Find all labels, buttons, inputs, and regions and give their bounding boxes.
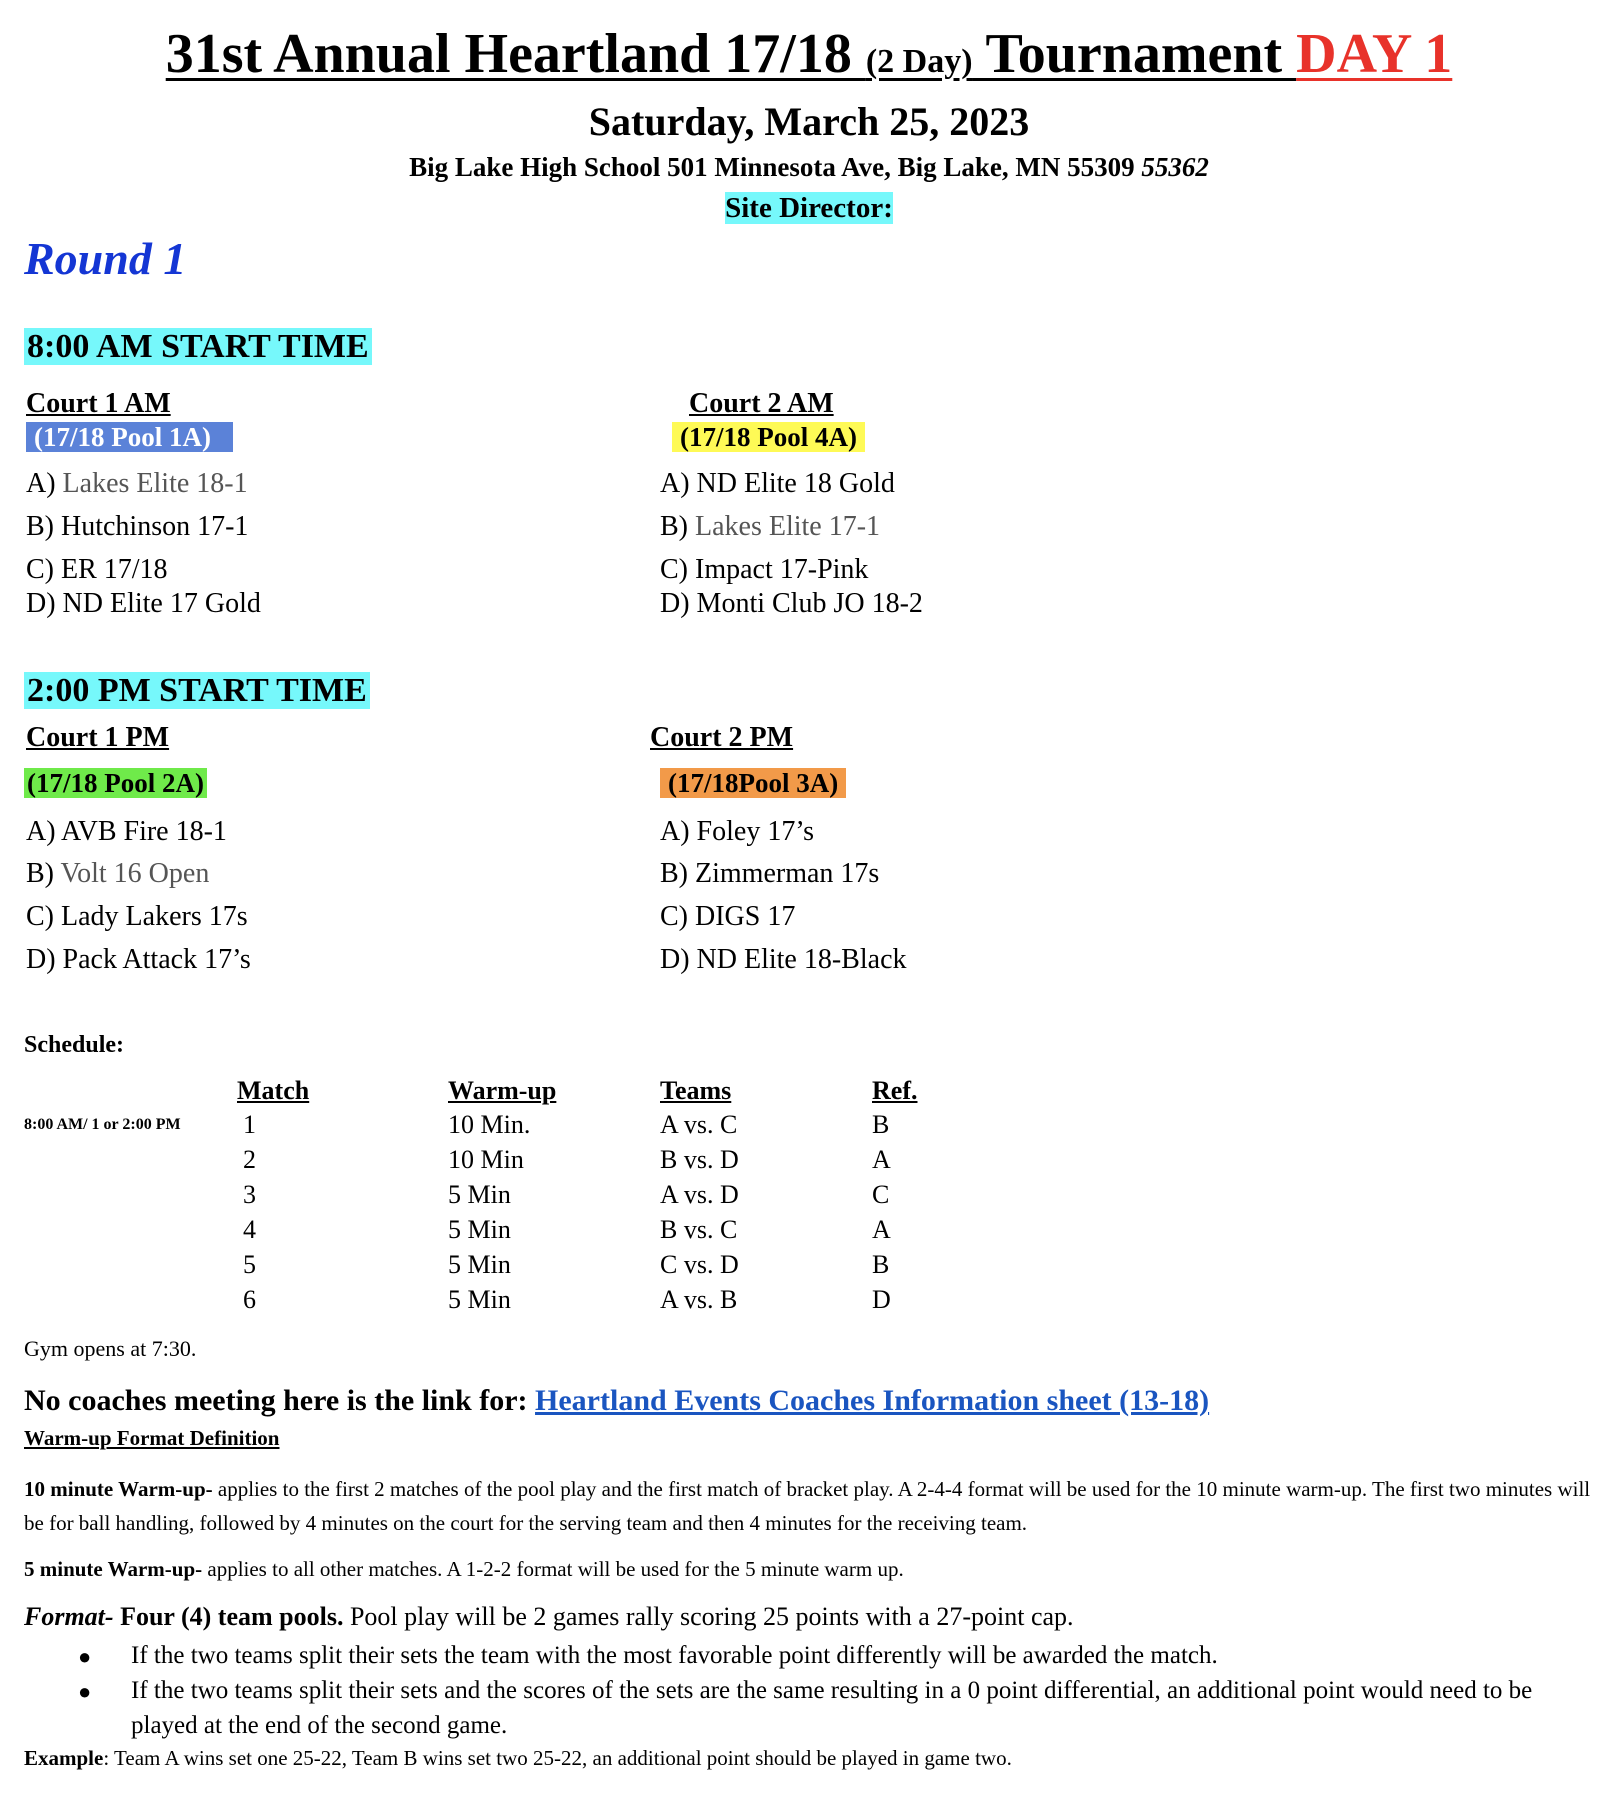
site-director — [0, 192, 1618, 225]
match-ref: B — [872, 1250, 890, 1279]
court1-am-team-a — [26, 468, 248, 500]
example-label: Example — [24, 1746, 104, 1770]
court1-am-label: Court 1 AM — [26, 388, 171, 419]
match-warmup: 10 Min — [448, 1145, 524, 1174]
ten-minute-label: 10 minute Warm-up- — [24, 1477, 213, 1501]
site-director-label: Site Director: — [725, 192, 893, 224]
match-ref: C — [872, 1180, 890, 1209]
court1-pm-team-d: D) Pack Attack 17’s — [26, 944, 251, 975]
court2-am-team-a: A) ND Elite 18 Gold — [660, 468, 895, 499]
match-ref: D — [872, 1285, 891, 1314]
pm-team-b-name: Volt 16 Open — [60, 858, 210, 889]
match-number: 5 — [243, 1250, 256, 1279]
court2-pm-team-d: D) ND Elite 18-Black — [660, 944, 907, 975]
match-teams: B vs. D — [660, 1145, 739, 1174]
example-text: : Team A wins set one 25-22, Team B wins set two 25-22, an additional point should be played in game two. — [103, 1746, 1012, 1770]
schedule-heading: Schedule: — [24, 1032, 125, 1058]
court2-pm-team-a: A) Foley 17’s — [660, 816, 814, 847]
court1-pm-team-c: C) Lady Lakers 17s — [26, 901, 248, 932]
court2-pm-pool — [660, 768, 846, 799]
col-teams: Teams — [660, 1076, 732, 1105]
title-main: 31st Annual Heartland 17/18 — [165, 23, 866, 85]
bullet-dot-1: ● — [78, 1644, 92, 1669]
match-number: 6 — [243, 1285, 256, 1314]
example-line — [24, 1746, 1012, 1771]
format-bold: Four (4) team pools. — [113, 1602, 344, 1631]
col-ref: Ref. — [872, 1076, 918, 1105]
match-number: 2 — [243, 1145, 256, 1174]
match-teams: A vs. B — [660, 1285, 738, 1314]
court1-pm-label: Court 1 PM — [26, 722, 170, 753]
pm-start-label: 2:00 PM START TIME — [24, 672, 370, 709]
title-rest: Tournament — [972, 23, 1297, 85]
pool-2a-badge: (17/18 Pool 2A) — [24, 768, 207, 798]
match-warmup: 10 Min. — [448, 1110, 531, 1139]
match-teams: B vs. C — [660, 1215, 738, 1244]
court2-am-team-b — [660, 511, 880, 543]
document-title — [0, 22, 1618, 86]
court2-am-label: Court 2 AM — [689, 388, 834, 419]
am-start-label: 8:00 AM START TIME — [24, 328, 372, 365]
ten-minute-warmup — [24, 1472, 1594, 1540]
format-bullet-1: If the two teams split their sets the team with the most favorable point differently will be awarded the match. — [131, 1642, 1218, 1669]
am-start-time — [24, 328, 372, 366]
court2-pm-team-b: B) Zimmerman 17s — [660, 858, 880, 889]
address-alt-zip: 55362 — [1141, 152, 1209, 182]
pool-1a-badge: (17/18 Pool 1A) — [26, 422, 233, 452]
address-text: Big Lake High School 501 Minnesota Ave, Big Lake, MN 55309 — [409, 152, 1142, 182]
court2-am-team-d: D) Monti Club JO 18-2 — [660, 588, 923, 619]
bullet-dot-2: ● — [78, 1679, 92, 1704]
title-day: DAY 1 — [1296, 23, 1453, 85]
pool-4a-badge: (17/18 Pool 4A) — [672, 422, 865, 452]
court2-am-team-c: C) Impact 17-Pink — [660, 554, 869, 585]
coaches-note — [24, 1384, 1209, 1418]
match-teams: A vs. D — [660, 1180, 739, 1209]
five-minute-label: 5 minute Warm-up- — [24, 1557, 203, 1581]
five-minute-text: applies to all other matches. A 1-2-2 format will be used for the 5 minute warm up. — [202, 1557, 904, 1581]
match-ref: A — [872, 1145, 891, 1174]
team-a-prefix: A) — [26, 468, 63, 499]
team-b-name: Lakes Elite 17-1 — [695, 511, 881, 542]
match-teams: C vs. D — [660, 1250, 739, 1279]
match-warmup: 5 Min — [448, 1285, 511, 1314]
court2-pm-team-c: C) DIGS 17 — [660, 901, 796, 932]
coaches-info-link[interactable]: Heartland Events Coaches Information sheet (13-18) — [535, 1384, 1210, 1417]
match-warmup: 5 Min — [448, 1180, 511, 1209]
court1-pm-pool — [24, 768, 207, 799]
format-text: Pool play will be 2 games rally scoring 25 points with a 27-point cap. — [343, 1602, 1074, 1631]
court1-pm-team-b — [26, 858, 209, 890]
court1-am-pool — [26, 422, 233, 453]
pool-3a-badge: (17/18Pool 3A) — [660, 768, 846, 798]
title-duration: (2 Day) — [865, 43, 973, 80]
match-number: 4 — [243, 1215, 256, 1244]
col-warmup: Warm-up — [448, 1076, 557, 1105]
court1-pm-team-a: A) AVB Fire 18-1 — [26, 816, 227, 847]
match-warmup: 5 Min — [448, 1250, 511, 1279]
match-number: 3 — [243, 1180, 256, 1209]
format-label: Format- — [24, 1602, 114, 1631]
pm-start-time — [24, 672, 370, 710]
court2-pm-label: Court 2 PM — [650, 722, 794, 753]
event-address — [0, 152, 1618, 183]
col-match: Match — [237, 1076, 310, 1105]
gym-opens: Gym opens at 7:30. — [24, 1336, 197, 1361]
pm-team-b-prefix: B) — [26, 858, 61, 889]
format-bullet-2: If the two teams split their sets and the scores of the sets are the same resulting in a 0 point differential, an additional point would need to be played at the end of the second game. — [131, 1677, 1533, 1739]
team-a-name: Lakes Elite 18-1 — [62, 468, 248, 499]
court2-am-pool — [672, 422, 865, 453]
schedule-time-label: 8:00 AM/ 1 or 2:00 PM — [24, 1116, 181, 1133]
team-b-prefix: B) — [660, 511, 695, 542]
match-warmup: 5 Min — [448, 1215, 511, 1244]
coaches-text: No coaches meeting here is the link for: — [24, 1384, 536, 1417]
format-line — [24, 1602, 1074, 1632]
warmup-def-heading: Warm-up Format Definition — [24, 1426, 280, 1450]
match-number: 1 — [243, 1110, 256, 1139]
court1-am-team-c: C) ER 17/18 — [26, 554, 168, 585]
match-ref: B — [872, 1110, 890, 1139]
ten-minute-text: applies to the first 2 matches of the pool play and the first match of bracket play. A 2-4-4 format will be used for the 10 minute warm-up. The first two minutes will be for ball handling, followed by 4 minutes on the court for the serving team and then 4 minutes for the receiving team. — [24, 1477, 1591, 1535]
match-ref: A — [872, 1215, 891, 1244]
event-date: Saturday, March 25, 2023 — [588, 99, 1030, 144]
court1-am-team-d: D) ND Elite 17 Gold — [26, 588, 261, 619]
five-minute-warmup — [24, 1552, 1594, 1586]
match-teams: A vs. C — [660, 1110, 738, 1139]
court1-am-team-b: B) Hutchinson 17-1 — [26, 511, 249, 542]
round-heading: Round 1 — [24, 233, 187, 284]
